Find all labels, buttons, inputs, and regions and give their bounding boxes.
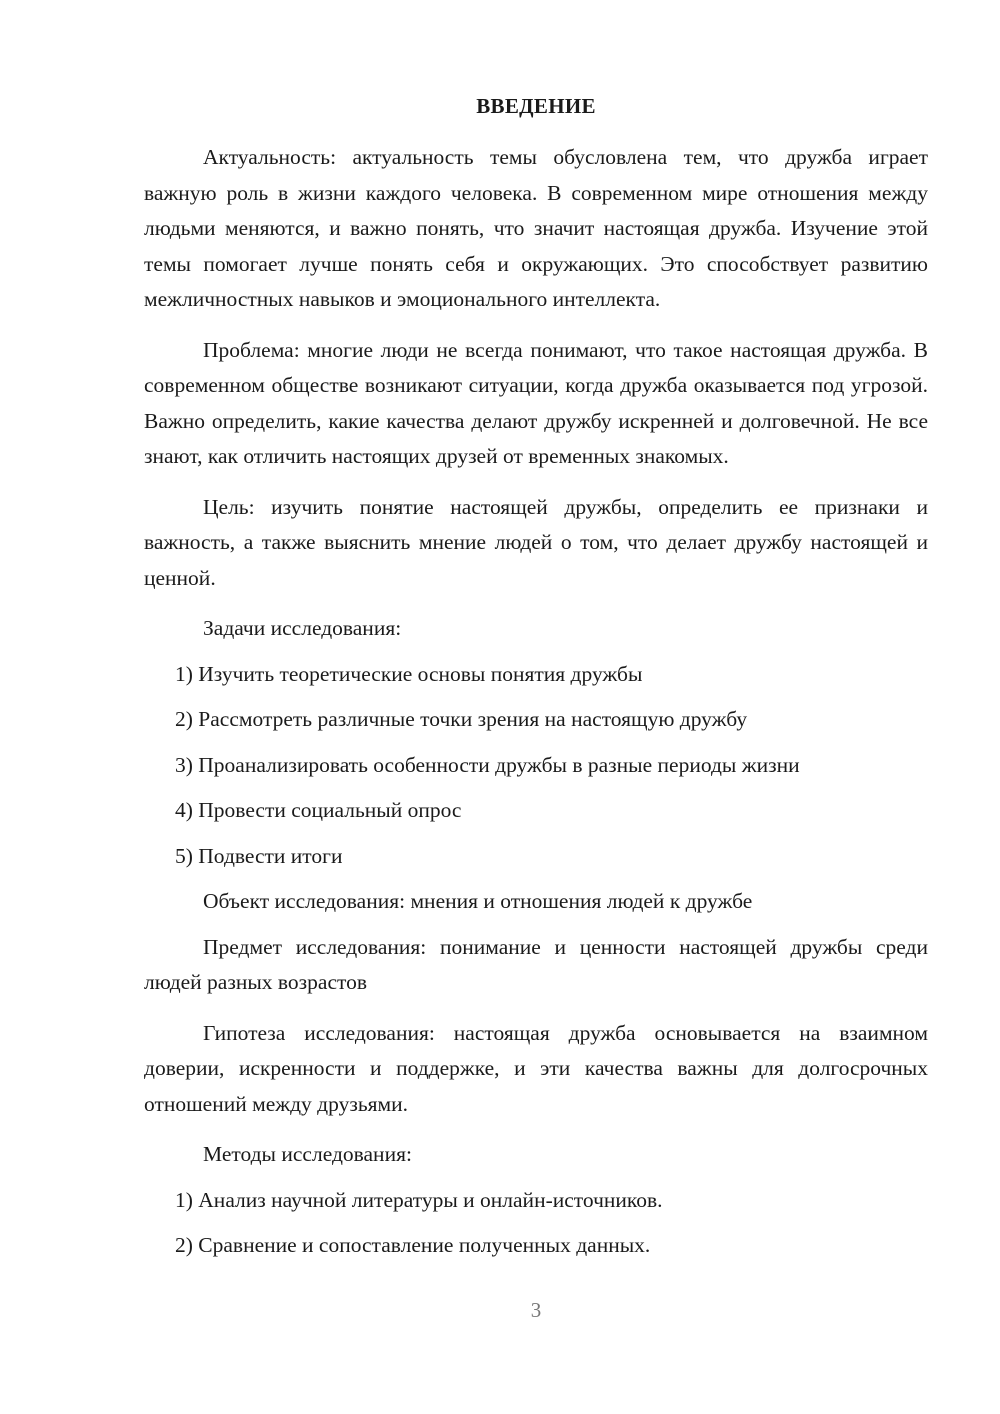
- task-item: 1) Изучить теоретические основы понятия дружбы: [175, 661, 643, 686]
- methods-heading: Методы исследования:: [203, 1142, 412, 1166]
- problem-paragraph: Проблема: многие люди не всегда понимают, что такое настоящая дружба. В современном обществе возникают ситуации, когда дружба оказывается под угрозой. Важно определить, какие качества делают дружбу искренней и долговечной. Не все знают, как отличить настоящих друзей от временных знакомых.: [144, 337, 928, 468]
- task-item: 5) Подвести итоги: [175, 843, 343, 868]
- tasks-heading: Задачи исследования:: [203, 616, 402, 640]
- hypothesis-paragraph: Гипотеза исследования: настоящая дружба основывается на взаимном доверии, искренности и поддержке, и эти качества важны для долгосрочных отношений между друзьями.: [144, 1020, 928, 1116]
- subject-paragraph: Предмет исследования: понимание и ценности настоящей дружбы среди людей разных возрастов: [144, 934, 928, 994]
- method-item: 2) Сравнение и сопоставление полученных данных.: [175, 1233, 651, 1257]
- goal-paragraph: Цель: изучить понятие настоящей дружбы, определить ее признаки и важность, а также выяснить мнение людей о том, что делает дружбу настоящей и ценной.: [144, 494, 928, 590]
- relevance-paragraph: Актуальность: актуальность темы обусловлена тем, что дружба играет важную роль в жизни каждого человека. В современном мире отношения между людьми меняются, и важно понять, что значит настоящая дружба. Изучение этой темы помогает лучше понять себя и окружающих. Это способствует развитию межличностных навыков и эмоционального интеллекта.: [144, 145, 928, 311]
- document-page: [144, 92, 928, 1264]
- task-item: 4) Провести социальный опрос: [175, 798, 462, 822]
- method-item: 1) Анализ научной литературы и онлайн-источников.: [175, 1187, 663, 1212]
- task-item: 3) Проанализировать особенности дружбы в разные периоды жизни: [175, 752, 800, 777]
- task-item: 2) Рассмотреть различные точки зрения на настоящую дружбу: [175, 707, 748, 731]
- page-number: 3: [530, 1298, 542, 1322]
- page-title: ВВЕДЕНИЕ: [476, 94, 596, 118]
- object-paragraph: Объект исследования: мнения и отношения людей к дружбе: [203, 889, 753, 913]
